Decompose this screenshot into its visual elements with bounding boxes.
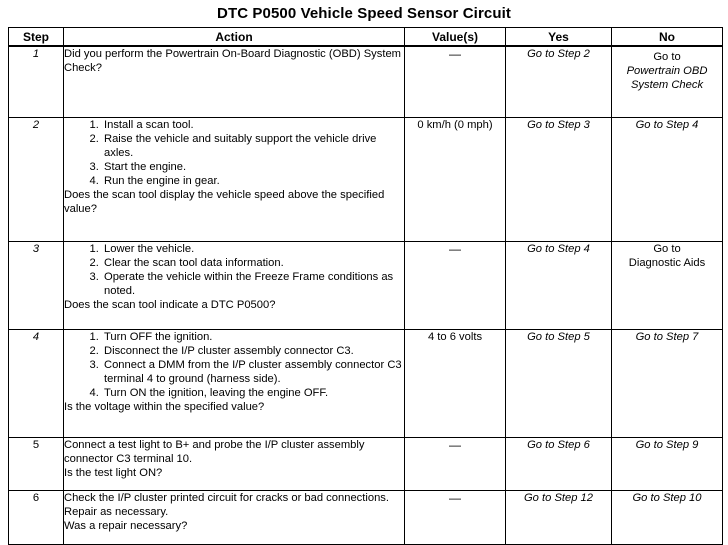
action-cell — [64, 490, 405, 544]
step-number: 6 — [9, 490, 64, 544]
no-cell — [612, 241, 723, 329]
value-cell — [405, 437, 506, 490]
action-cell — [64, 241, 405, 329]
table-row — [9, 241, 723, 329]
action-list-item: 2. Disconnect the I/P cluster assembly connector C3. — [102, 344, 404, 358]
action-text: Connect a test light to B+ and probe the I/P cluster assembly connector C3 terminal 10. — [64, 438, 365, 465]
action-question: Does the scan tool display the vehicle speed above the specified value? — [64, 188, 385, 215]
table-row — [9, 46, 723, 117]
no-cell — [612, 46, 723, 117]
page-title: DTC P0500 Vehicle Speed Sensor Circuit — [217, 5, 511, 22]
step-number: 2 — [9, 117, 64, 241]
action-cell — [64, 117, 405, 241]
header-action: Action — [64, 28, 405, 47]
header-values: Value(s) — [405, 28, 506, 47]
table-row — [9, 117, 723, 241]
value-cell — [405, 490, 506, 544]
value-cell — [405, 46, 506, 117]
action-list-item: 2. Clear the scan tool data information. — [102, 256, 404, 270]
action-list — [64, 330, 404, 400]
value-text: — — [449, 490, 461, 505]
no-text-line2: Diagnostic Aids — [628, 256, 706, 269]
yes-cell: Go to Step 4 — [506, 241, 612, 329]
step-number: 1 — [9, 46, 64, 117]
action-question: Was a repair necessary? — [64, 519, 188, 532]
table-header-row — [9, 28, 723, 47]
action-list-item: 3. Start the engine. — [102, 160, 404, 174]
header-yes: Yes — [506, 28, 612, 47]
value-text: — — [449, 241, 461, 256]
action-list-item: 3. Connect a DMM from the I/P cluster assembly connector C3 terminal 4 to ground (harness side). — [102, 358, 404, 386]
yes-cell: Go to Step 6 — [506, 437, 612, 490]
header-no: No — [612, 28, 723, 47]
value-cell — [405, 241, 506, 329]
value-cell: 0 km/h (0 mph) — [405, 117, 506, 241]
table-row — [9, 490, 723, 544]
no-cell: Go to Step 9 — [612, 437, 723, 490]
table-row — [9, 437, 723, 490]
header-step: Step — [9, 28, 64, 47]
action-text: Check the I/P cluster printed circuit for cracks or bad connections. Repair as necessary. — [64, 491, 389, 518]
action-list — [64, 242, 404, 298]
action-list-item: 1. Install a scan tool. — [102, 118, 404, 132]
action-list-item: 1. Turn OFF the ignition. — [102, 330, 404, 344]
no-text-line1: Go to — [653, 51, 681, 63]
no-cell: Go to Step 7 — [612, 329, 723, 437]
action-list — [64, 118, 404, 188]
action-cell — [64, 329, 405, 437]
yes-cell: Go to Step 2 — [506, 46, 612, 117]
table-row — [9, 329, 723, 437]
step-number: 5 — [9, 437, 64, 490]
action-question: Does the scan tool indicate a DTC P0500? — [64, 298, 276, 311]
action-question: Is the voltage within the specified value? — [64, 400, 265, 413]
no-text-line2: Powertrain OBD System Check — [626, 65, 708, 91]
yes-cell: Go to Step 3 — [506, 117, 612, 241]
yes-cell: Go to Step 5 — [506, 329, 612, 437]
action-list-item: 4. Run the engine in gear. — [102, 174, 404, 188]
action-list-item: 3. Operate the vehicle within the Freeze Frame conditions as noted. — [102, 270, 404, 298]
action-cell — [64, 46, 405, 117]
action-question: Is the test light ON? — [64, 466, 163, 479]
no-text-line1: Go to — [653, 242, 681, 255]
value-text: — — [449, 47, 461, 61]
no-cell: Go to Step 4 — [612, 117, 723, 241]
action-list-item: 4. Turn ON the ignition, leaving the engine OFF. — [102, 386, 404, 400]
diagnostic-table — [8, 27, 723, 545]
no-cell: Go to Step 10 — [612, 490, 723, 544]
action-question: Did you perform the Powertrain On-Board Diagnostic (OBD) System Check? — [64, 48, 401, 74]
step-number: 4 — [9, 329, 64, 437]
yes-cell: Go to Step 12 — [506, 490, 612, 544]
value-cell: 4 to 6 volts — [405, 329, 506, 437]
value-text: — — [449, 437, 461, 452]
action-list-item: 1. Lower the vehicle. — [102, 242, 404, 256]
action-list-item: 2. Raise the vehicle and suitably support the vehicle drive axles. — [102, 132, 404, 160]
action-cell — [64, 437, 405, 490]
step-number: 3 — [9, 241, 64, 329]
